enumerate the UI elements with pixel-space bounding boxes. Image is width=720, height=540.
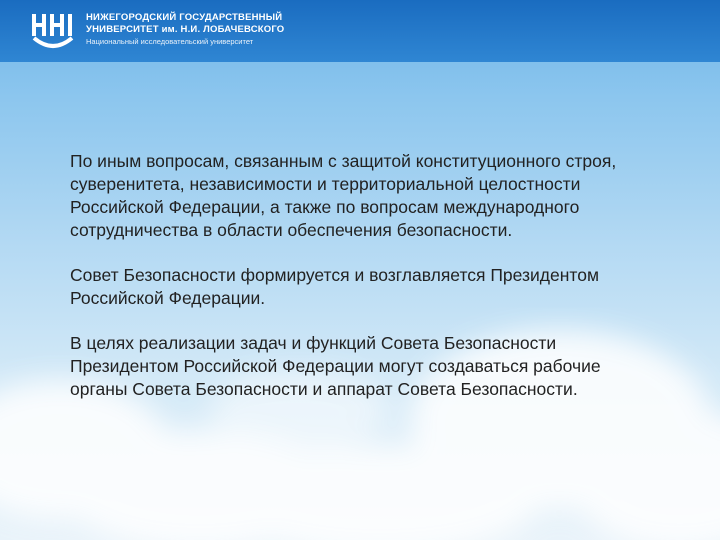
header-bar: [0, 0, 720, 62]
paragraph-3: В целях реализации задач и функций Совета Безопасности Президентом Российской Федерации могут создаваться рабочие органы Совета Безопасности и аппарат Совета Безопасности.: [70, 333, 601, 399]
slide-content: [70, 150, 660, 423]
paragraph-1: По иным вопросам, связанным с защитой конституционного строя, суверенитета, независимости и территориальной целостности Российской Федерации, а также по вопросам международного сотрудничества в области обеспечения безопасности.: [70, 151, 617, 240]
university-name: [86, 12, 284, 47]
university-name-line3: Национальный исследовательский университет: [86, 37, 254, 46]
paragraph-2: Совет Безопасности формируется и возглавляется Президентом Российской Федерации.: [70, 265, 599, 308]
university-logo-icon: [30, 10, 76, 52]
university-name-line2: УНИВЕРСИТЕТ им. Н.И. ЛОБАЧЕВСКОГО: [86, 24, 285, 35]
university-name-line1: НИЖЕГОРОДСКИЙ ГОСУДАРСТВЕННЫЙ: [86, 12, 283, 23]
